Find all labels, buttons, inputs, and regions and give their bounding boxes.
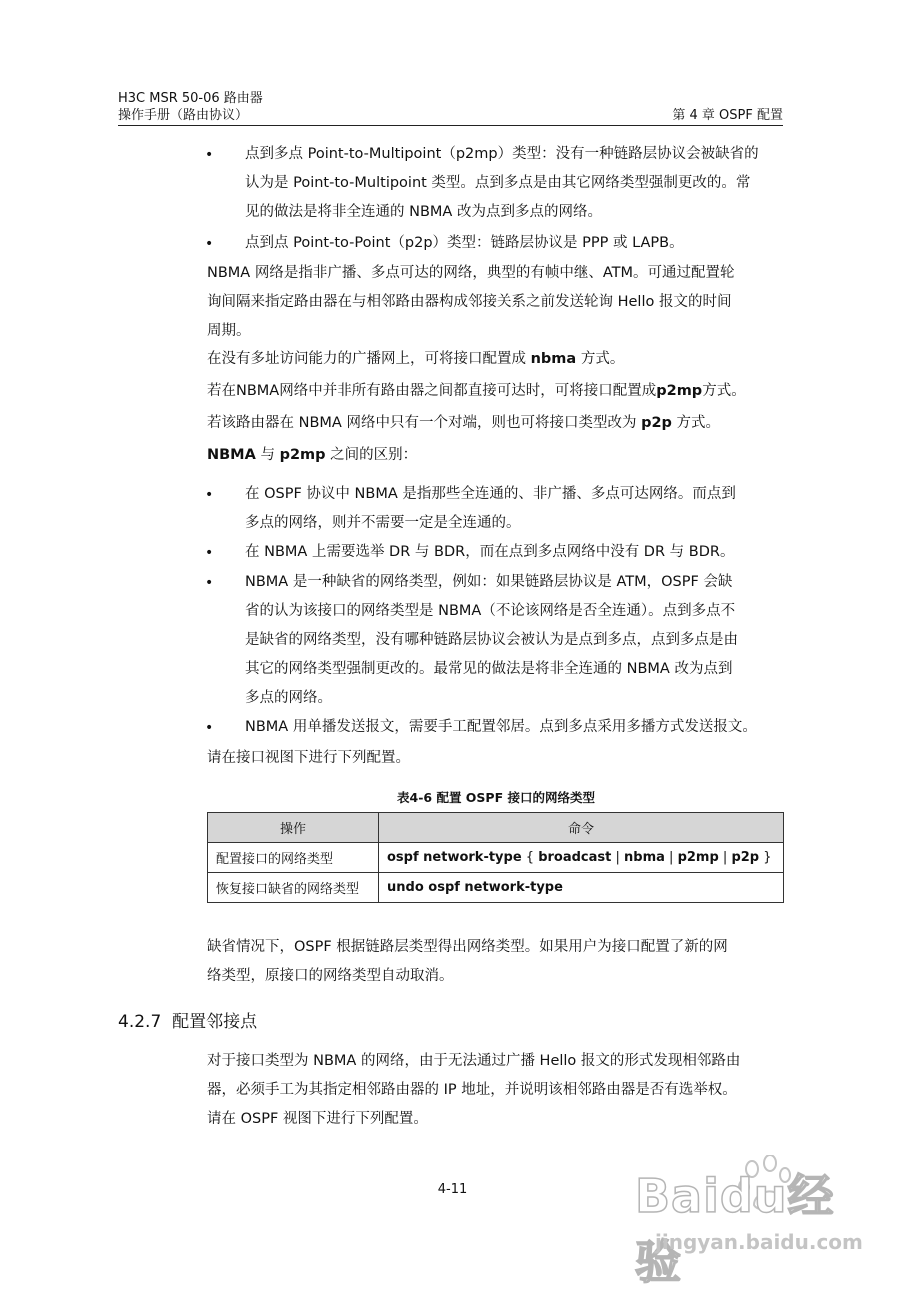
- text-line: NBMA 是一种缺省的网络类型，例如：如果链路层协议是 ATM，OSPF 会缺: [245, 574, 733, 590]
- text-span: 若该路由器在 NBMA 网络中只有一个对端，则也可将接口类型改为: [207, 415, 642, 431]
- page-number: 4-11: [437, 1182, 468, 1197]
- bullet-marker: •: [205, 236, 214, 252]
- bullet-marker: •: [205, 487, 214, 503]
- text-line: NBMA 用单播发送报文，需要手工配置邻居。点到多点采用多播方式发送报文。: [245, 719, 757, 735]
- bullet-marker: •: [205, 147, 214, 163]
- cmd-text: broadcast: [538, 850, 612, 865]
- text-line: 其它的网络类型强制更改的。最常见的做法是将非全连通的 NBMA 改为点到: [245, 661, 733, 677]
- keyword-nbma: NBMA: [207, 447, 256, 463]
- command-table: [207, 812, 784, 903]
- text-line: 在 OSPF 协议中 NBMA 是指那些全连通的、非广播、多点可达网络。而点到: [245, 486, 736, 502]
- table-header-row: [208, 813, 784, 843]
- header-operation: 操作: [208, 813, 379, 843]
- text-line: 多点的网络，则并不需要一定是全连通的。: [245, 515, 521, 531]
- text-line: NBMA 网络是指非广播、多点可达的网络，典型的有帧中继、ATM。可通过配置轮: [207, 265, 735, 281]
- diff-bullet-4: [245, 713, 785, 742]
- table-row: [208, 873, 784, 903]
- cmd-sep: |: [664, 850, 678, 865]
- text-span: 方式。: [576, 351, 625, 367]
- watermark-logo: Baidu经验: [635, 1169, 835, 1289]
- diff-bullet-2: [245, 538, 785, 567]
- text-line: 对于接口类型为 NBMA 的网络，由于无法通过广播 Hello 报文的形式发现相邻路由: [207, 1053, 741, 1069]
- text-line: 器，必须手工为其指定相邻路由器的 IP 地址，并说明该相邻路由器是否有选举权。: [207, 1082, 737, 1098]
- header-manual: 操作手册（路由协议）: [118, 108, 249, 123]
- text-line: 缺省情况下，OSPF 根据链路层类型得出网络类型。如果用户为接口配置了新的网: [207, 939, 728, 955]
- command-cell: undo ospf network-type: [379, 873, 784, 903]
- baidu-watermark: [620, 1150, 880, 1289]
- text-line: 多点的网络。: [245, 690, 332, 706]
- text-line: 认为是 Point-to-Multipoint 类型。点到多点是由其它网络类型强制更改的。常: [245, 175, 751, 191]
- cmd-text: p2p: [731, 850, 760, 865]
- diff-bullet-1: [245, 480, 785, 538]
- nbma-mode-line: [207, 345, 785, 374]
- default-paragraph: [207, 933, 785, 991]
- bullet-p2mp: [245, 140, 785, 227]
- text-span: 之间的区别：: [325, 447, 418, 463]
- p2p-mode-line: [207, 409, 785, 438]
- table-row: [208, 843, 784, 873]
- cmd-text: p2mp: [677, 850, 719, 865]
- p2mp-mode-line: [207, 377, 785, 406]
- text-span: 请在接口视图下进行下列配置。: [207, 750, 410, 766]
- cmd-sep: |: [718, 850, 732, 865]
- command-cell: [379, 843, 784, 873]
- bullet-marker: •: [205, 575, 214, 591]
- keyword-p2p: p2p: [641, 415, 672, 431]
- diff-bullet-3: [245, 568, 785, 713]
- text-line: 在 NBMA 上需要选举 DR 与 BDR，而在点到多点网络中没有 DR 与 BDR。: [245, 544, 735, 560]
- cmd-sep: |: [611, 850, 625, 865]
- section-number: 4.2.7: [118, 1012, 162, 1032]
- text-line: 络类型，原接口的网络类型自动取消。: [207, 968, 454, 984]
- cmd-text: nbma: [624, 850, 665, 865]
- text-span: 若在NBMA网络中并非所有路由器之间都直接可达时，可将接口配置成: [207, 383, 657, 399]
- operation-cell: 恢复接口缺省的网络类型: [208, 873, 379, 903]
- text-line: 周期。: [207, 323, 251, 339]
- nbma-definition-paragraph: [207, 259, 785, 346]
- watermark-url: jingyan.baidu.com: [655, 1230, 863, 1254]
- cmd-text: ospf network-type: [387, 850, 522, 865]
- header-line-2: [118, 104, 783, 123]
- keyword-p2mp: p2mp: [656, 383, 703, 399]
- text-line: 见的做法是将非全连通的 NBMA 改为点到多点的网络。: [245, 204, 602, 220]
- bullet-marker: •: [205, 545, 214, 561]
- text-span: 与: [255, 447, 280, 463]
- text-line: 请在 OSPF 视图下进行下列配置。: [207, 1111, 428, 1127]
- text-line: 省的认为该接口的网络类型是 NBMA（不论该网络是否全连通）。点到多点不: [245, 603, 736, 619]
- table-caption: 表4-6 配置 OSPF 接口的网络类型: [397, 790, 595, 805]
- interface-view-note: [207, 744, 785, 773]
- difference-title: [207, 441, 785, 470]
- cmd-sep: {: [521, 850, 539, 865]
- header-product-text: H3C MSR 50-06 路由器: [118, 91, 263, 106]
- text-line: 点到点 Point-to-Point（p2p）类型：链路层协议是 PPP 或 LAPB。: [245, 235, 684, 251]
- bullet-p2p: [245, 229, 785, 258]
- text-line: 询间隔来指定路由器在与相邻路由器构成邻接关系之前发送轮询 Hello 报文的时间: [207, 294, 732, 310]
- cmd-sep: }: [759, 850, 772, 865]
- text-line: 是缺省的网络类型，没有哪种链路层协议会被认为是点到多点，点到多点是由: [245, 632, 738, 648]
- header-command: 命令: [379, 813, 784, 843]
- keyword-nbma: nbma: [530, 351, 577, 367]
- header-rule: [118, 125, 783, 126]
- header-chapter: 第 4 章 OSPF 配置: [672, 108, 783, 123]
- text-line: 点到多点 Point-to-Multipoint（p2mp）类型：没有一种链路层协议会被缺省的: [245, 146, 759, 162]
- keyword-p2mp: p2mp: [279, 447, 326, 463]
- text-span: 在没有多址访问能力的广播网上，可将接口配置成: [207, 351, 531, 367]
- bullet-marker: •: [205, 720, 214, 736]
- text-span: 方式。: [671, 415, 721, 431]
- neighbor-paragraph: [207, 1047, 785, 1134]
- operation-cell: 配置接口的网络类型: [208, 843, 379, 873]
- text-span: 方式。: [702, 383, 746, 399]
- section-heading: [118, 1007, 257, 1032]
- section-title: 配置邻接点: [172, 1012, 258, 1032]
